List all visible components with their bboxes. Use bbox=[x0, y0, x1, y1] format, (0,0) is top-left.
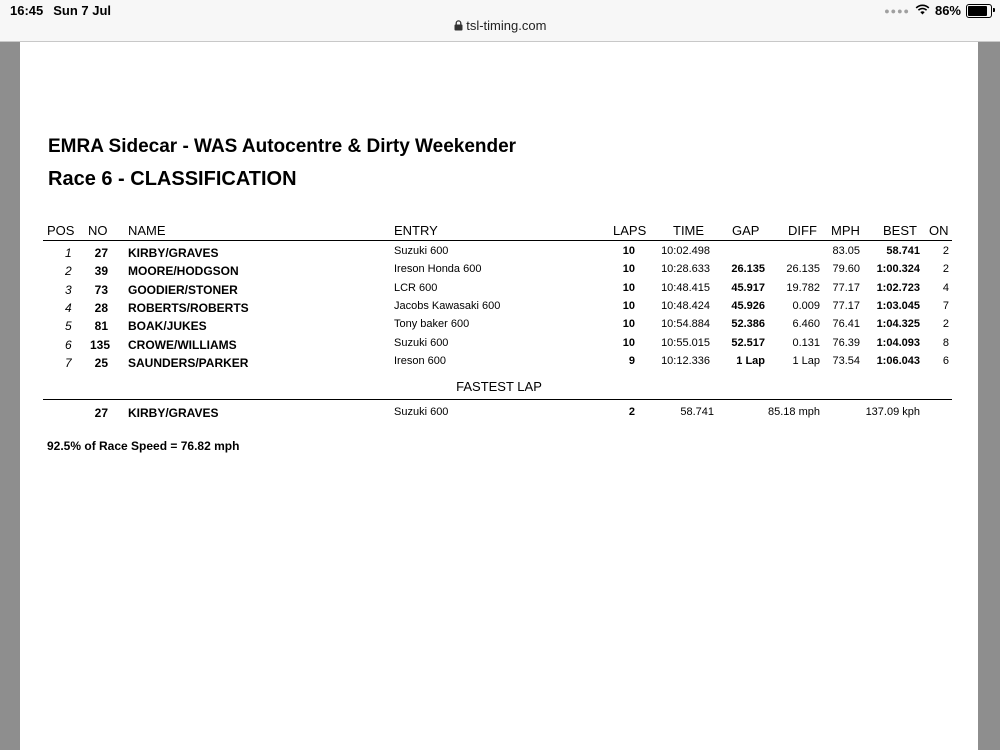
fastest-lap-no: 27 bbox=[94, 406, 108, 420]
cell-no: 39 bbox=[94, 264, 108, 279]
cell-pos: 7 bbox=[65, 355, 72, 370]
cell-gap: 45.917 bbox=[731, 281, 765, 294]
battery-icon bbox=[966, 4, 992, 18]
cell-diff: 6.460 bbox=[792, 318, 820, 331]
cell-entry: Jacobs Kawasaki 600 bbox=[394, 299, 501, 312]
cell-mph: 83.05 bbox=[832, 245, 860, 257]
event-title: EMRA Sidecar - WAS Autocentre & Dirty Weekender bbox=[48, 136, 517, 157]
wifi-icon bbox=[915, 3, 930, 18]
cell-time: 10:48.424 bbox=[661, 299, 710, 312]
cell-pos: 5 bbox=[65, 319, 72, 334]
cell-no: 25 bbox=[94, 355, 108, 370]
cell-mph: 77.17 bbox=[832, 299, 860, 312]
cell-diff: 26.135 bbox=[786, 263, 820, 276]
cell-best: 1:06.043 bbox=[876, 354, 920, 367]
battery-fill bbox=[968, 6, 987, 16]
fastest-lap-time: 58.741 bbox=[680, 406, 714, 418]
cell-laps: 10 bbox=[622, 318, 635, 331]
cell-best: 1:04.325 bbox=[876, 318, 920, 331]
cell-on: 7 bbox=[942, 299, 949, 312]
cell-name: KIRBY/GRAVES bbox=[128, 246, 219, 260]
cell-pos: 4 bbox=[65, 300, 72, 315]
fastest-lap-divider bbox=[43, 399, 952, 400]
cell-name: CROWE/WILLIAMS bbox=[128, 337, 237, 352]
cell-no: 73 bbox=[94, 282, 108, 297]
col-header-no: NO bbox=[88, 223, 108, 238]
col-header-pos: POS bbox=[47, 223, 75, 238]
col-header-on: ON bbox=[929, 223, 949, 238]
cell-best: 1:00.324 bbox=[876, 263, 920, 276]
clock: 16:45 bbox=[10, 3, 44, 18]
cell-mph: 76.41 bbox=[832, 318, 860, 331]
header-divider bbox=[43, 240, 952, 241]
fastest-lap-entry: Suzuki 600 bbox=[394, 406, 449, 418]
cell-name: MOORE/HODGSON bbox=[128, 264, 239, 279]
cell-name: BOAK/JUKES bbox=[128, 319, 207, 334]
cell-no: 27 bbox=[94, 246, 108, 260]
cell-no: 81 bbox=[94, 319, 108, 334]
cell-on: 8 bbox=[942, 336, 949, 349]
cell-on: 2 bbox=[942, 263, 949, 276]
fastest-lap-kph: 137.09 kph bbox=[865, 406, 920, 418]
col-header-name: NAME bbox=[128, 223, 166, 238]
fastest-lap-title: FASTEST LAP bbox=[456, 379, 542, 394]
cell-gap: 52.517 bbox=[731, 336, 765, 349]
cell-time: 10:12.336 bbox=[661, 354, 710, 367]
cell-laps: 10 bbox=[622, 281, 635, 294]
lock-icon bbox=[454, 18, 467, 33]
cell-entry: Suzuki 600 bbox=[394, 245, 449, 257]
cell-time: 10:55.015 bbox=[661, 336, 710, 349]
cell-gap: 52.386 bbox=[731, 318, 765, 331]
race-speed-note: 92.5% of Race Speed = 76.82 mph bbox=[47, 439, 240, 453]
cell-diff: 1 Lap bbox=[792, 354, 820, 367]
fastest-lap-mph: 85.18 mph bbox=[768, 406, 820, 418]
status-indicators bbox=[884, 3, 992, 18]
battery-percent: 86% bbox=[934, 3, 961, 18]
fastest-lap-lap: 2 bbox=[628, 406, 635, 418]
cell-on: 4 bbox=[942, 281, 949, 294]
cell-time: 10:48.415 bbox=[661, 281, 710, 294]
date: Sun 7 Jul bbox=[53, 3, 112, 18]
cell-best: 1:02.723 bbox=[876, 281, 920, 294]
cell-time: 10:54.884 bbox=[661, 318, 710, 331]
fastest-lap-name: KIRBY/GRAVES bbox=[128, 406, 219, 420]
cell-mph: 77.17 bbox=[832, 281, 860, 294]
cell-best: 1:03.045 bbox=[876, 299, 920, 312]
cell-laps: 9 bbox=[628, 354, 635, 367]
cell-mph: 76.39 bbox=[832, 336, 860, 349]
col-header-time: TIME bbox=[673, 223, 705, 238]
cell-time: 10:02.498 bbox=[661, 245, 710, 257]
cell-on: 2 bbox=[942, 245, 949, 257]
cell-diff: 0.131 bbox=[792, 336, 820, 349]
cell-pos: 3 bbox=[65, 282, 72, 297]
cell-entry: Suzuki 600 bbox=[394, 336, 449, 349]
cell-name: SAUNDERS/PARKER bbox=[128, 355, 249, 370]
cell-on: 6 bbox=[942, 354, 949, 367]
cell-pos: 6 bbox=[65, 337, 72, 352]
cell-best: 1:04.093 bbox=[876, 336, 920, 349]
status-bar bbox=[0, 0, 1000, 42]
address-bar[interactable] bbox=[0, 18, 1000, 33]
cell-entry: Tony baker 600 bbox=[394, 318, 470, 331]
cell-best: 58.741 bbox=[886, 245, 920, 257]
col-header-mph: MPH bbox=[831, 223, 860, 238]
col-header-diff: DIFF bbox=[788, 223, 817, 238]
cell-mph: 73.54 bbox=[832, 354, 860, 367]
cell-diff: 19.782 bbox=[786, 281, 820, 294]
cell-mph: 79.60 bbox=[832, 263, 860, 276]
col-header-entry: ENTRY bbox=[394, 223, 438, 238]
cell-diff: 0.009 bbox=[792, 299, 820, 312]
cell-pos: 2 bbox=[65, 264, 72, 279]
cell-laps: 10 bbox=[622, 336, 635, 349]
cell-name: GOODIER/STONER bbox=[128, 282, 238, 297]
status-time bbox=[10, 3, 111, 18]
cell-entry: LCR 600 bbox=[394, 281, 438, 294]
page-title: Race 6 - CLASSIFICATION bbox=[48, 168, 297, 190]
cell-gap: 26.135 bbox=[731, 263, 765, 276]
cell-name: ROBERTS/ROBERTS bbox=[128, 300, 249, 315]
cell-time: 10:28.633 bbox=[661, 263, 710, 276]
col-header-best: BEST bbox=[883, 223, 917, 238]
cellular-signal-icon: ●●●● bbox=[884, 5, 910, 16]
cell-pos: 1 bbox=[65, 246, 72, 260]
url-text[interactable]: tsl-timing.com bbox=[466, 18, 547, 33]
cell-gap: 1 Lap bbox=[736, 354, 765, 367]
col-header-laps: LAPS bbox=[613, 223, 647, 238]
cell-entry: Ireson 600 bbox=[394, 354, 446, 367]
cell-entry: Ireson Honda 600 bbox=[394, 263, 482, 276]
cell-laps: 10 bbox=[622, 245, 635, 257]
cell-gap: 45.926 bbox=[731, 299, 765, 312]
cell-no: 28 bbox=[94, 300, 108, 315]
cell-laps: 10 bbox=[622, 299, 635, 312]
results-page bbox=[20, 42, 978, 750]
col-header-gap: GAP bbox=[732, 223, 760, 238]
cell-laps: 10 bbox=[622, 263, 635, 276]
cell-no: 135 bbox=[90, 337, 111, 352]
cell-on: 2 bbox=[942, 318, 949, 331]
